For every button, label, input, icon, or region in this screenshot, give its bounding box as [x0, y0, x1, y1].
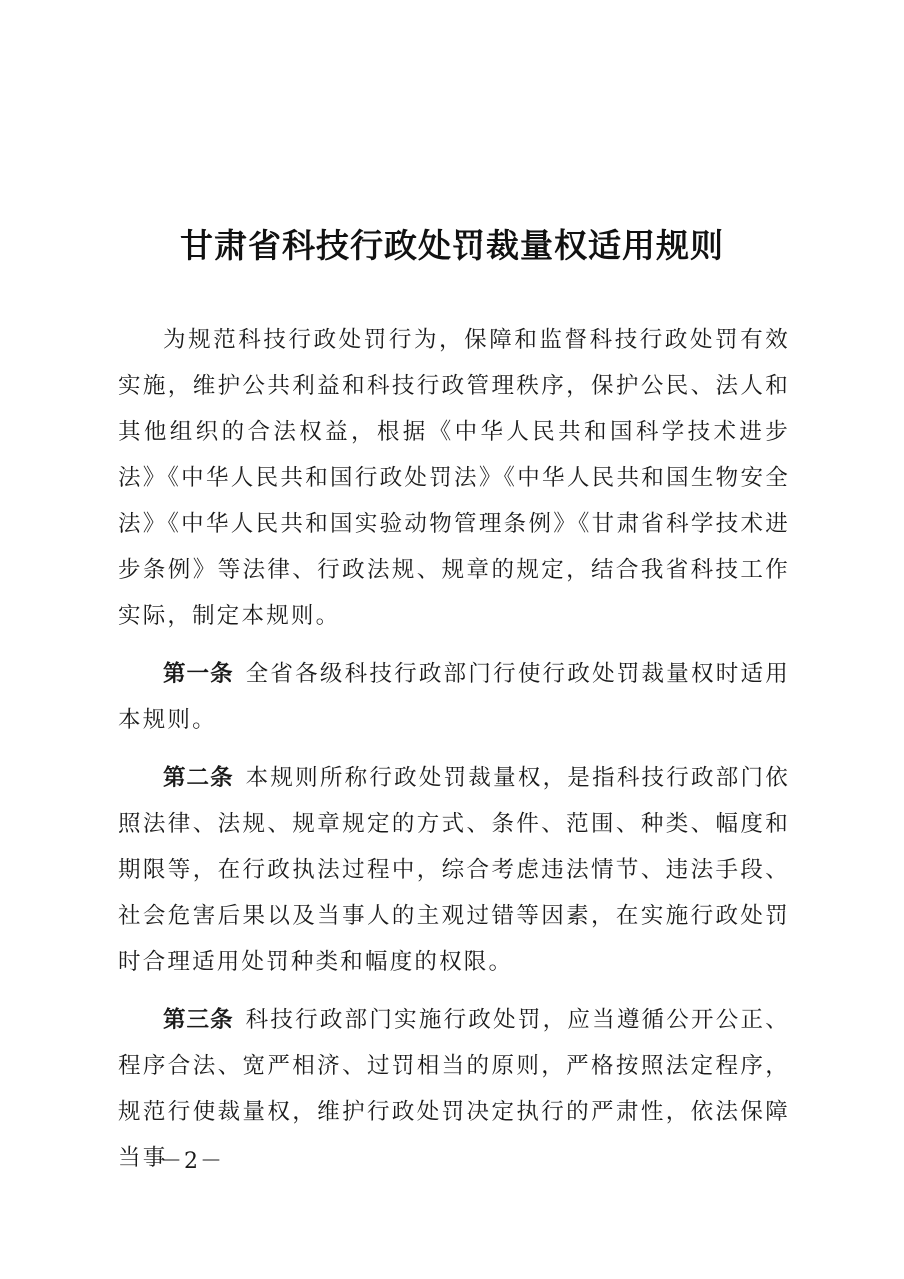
article-1-heading: 第一条 — [163, 661, 234, 687]
document-title: 甘肃省科技行政处罚裁量权适用规则 — [180, 226, 724, 265]
article-2 — [118, 755, 790, 985]
preamble-paragraph: 为规范科技行政处罚行为，保障和监督科技行政处罚有效实施，维护公共利益和科技行政管理秩序，保护公民、法人和其他组织的合法权益，根据《中华人民共和国科学技术进步法》《中华人民共和国行政处罚法》《中华人民共和国生物安全法》《中华人民共和国实验动物管理条例》《甘肃省科学技术进步条例》等法律、行政法规、规章的规定，结合我省科技工作实际，制定本规则。 — [118, 327, 790, 629]
article-2-heading: 第二条 — [163, 765, 234, 791]
article-2-text: 本规则所称行政处罚裁量权，是指科技行政部门依照法律、法规、规章规定的方式、条件、范围、种类、幅度和期限等，在行政执法过程中，综合考虑违法情节、违法手段、社会危害后果以及当事人的主观过错等因素，在实施行政处罚时合理适用处罚种类和幅度的权限。 — [118, 765, 790, 975]
article-1 — [118, 651, 790, 743]
article-3-heading: 第三条 — [163, 1007, 234, 1033]
document-body — [118, 317, 790, 1193]
article-1-text: 全省各级科技行政部门行使行政处罚裁量权时适用本规则。 — [118, 661, 790, 733]
page-number: －2－ — [160, 1149, 224, 1174]
article-3-text: 科技行政部门实施行政处罚，应当遵循公开公正、程序合法、宽严相济、过罚相当的原则，严格按照法定程序，规范行使裁量权，维护行政处罚决定执行的严肃性，依法保障当事 — [118, 1007, 790, 1171]
